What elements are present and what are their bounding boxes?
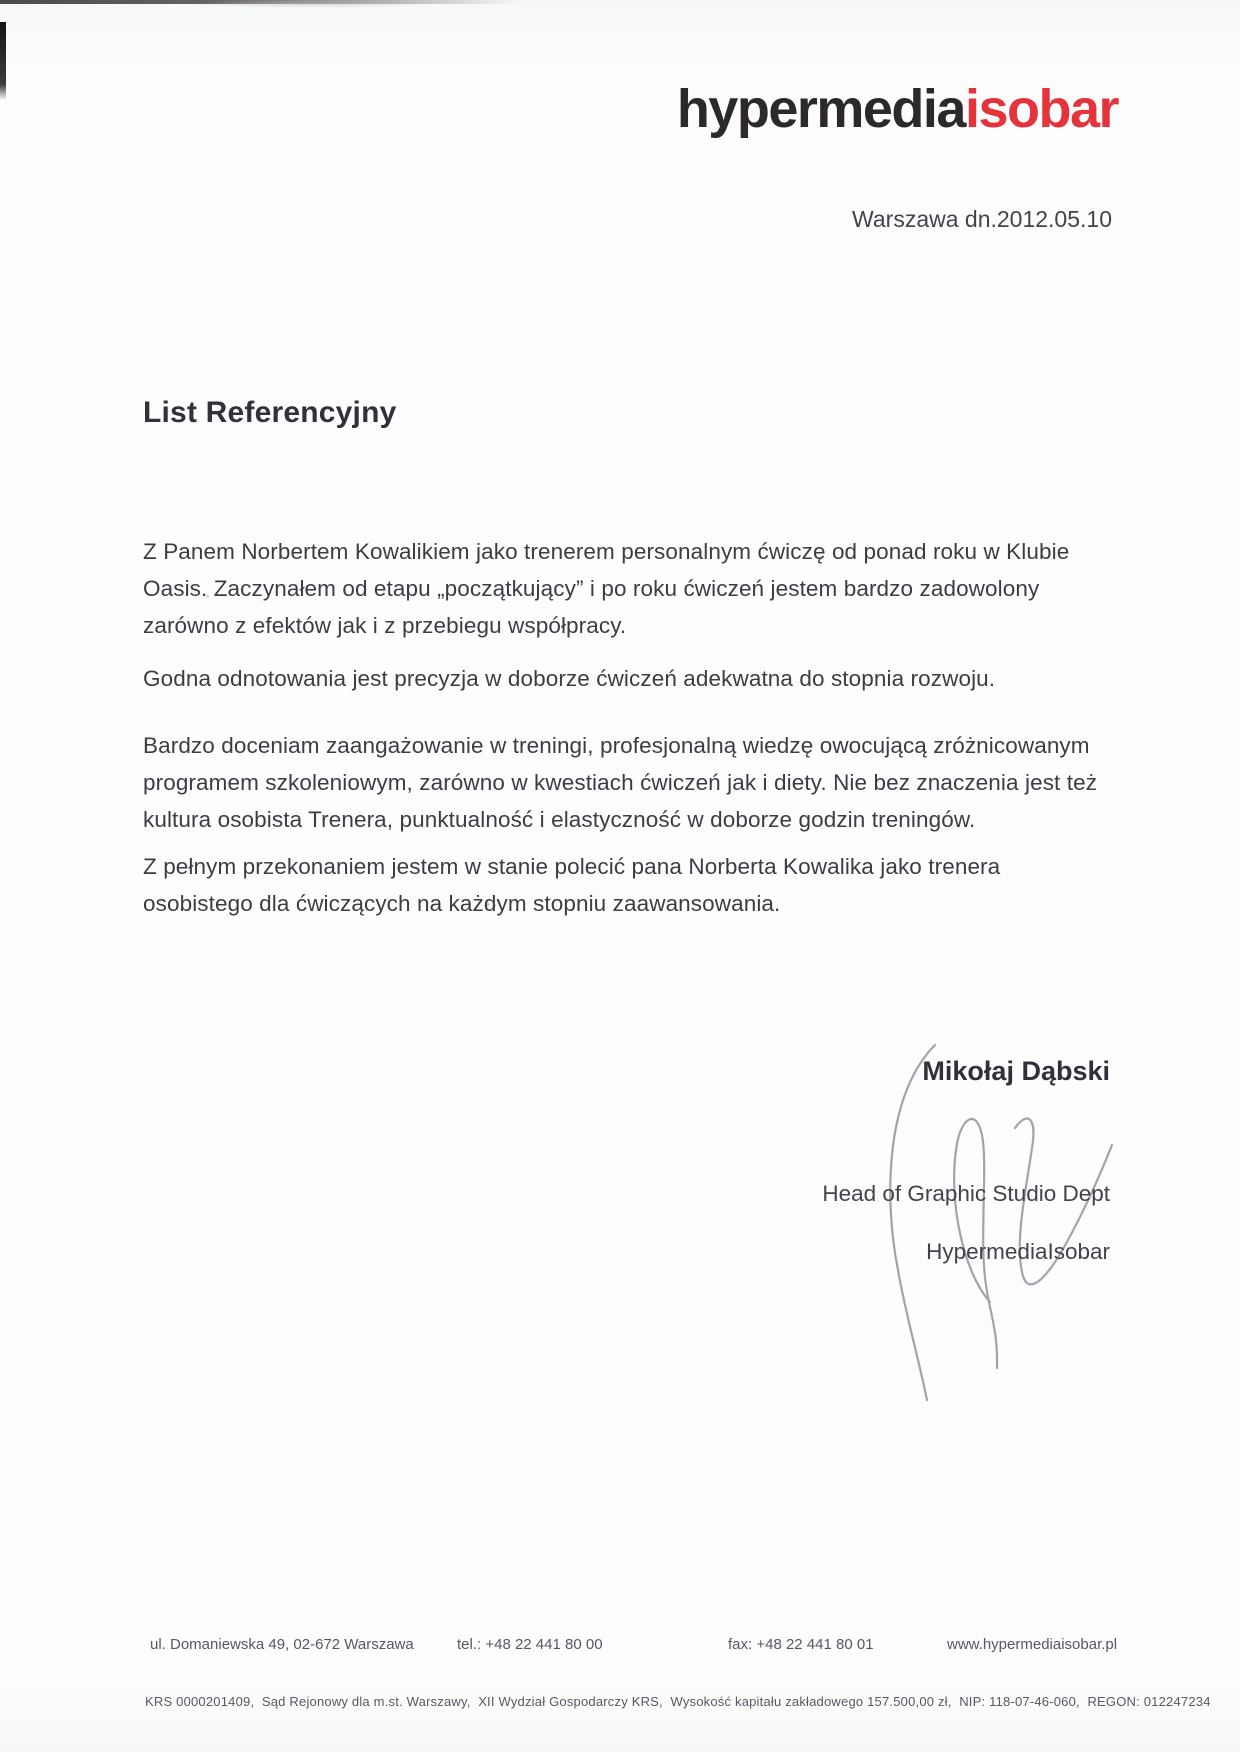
footer-legal-registration: KRS 0000201409, Sąd Rejonowy dla m.st. Warszawy, XII Wydział Gospodarczy KRS, Wysokość kapitału zakładowego 157.500,00 zł, NIP: 118-07-46-060, REGON: 012247234: [145, 1694, 1211, 1709]
footer-address: ul. Domaniewska 49, 02-672 Warszawa: [150, 1636, 414, 1653]
page-title: List Referencyjny: [143, 396, 397, 429]
scan-artifact-smudge: [180, 0, 440, 8]
signer-role: Head of Graphic Studio Dept: [822, 1181, 1110, 1206]
paragraph-appreciation: Bardzo doceniam zaangażowanie w treningi, profesjonalną wiedzę owocującą zróżnicowanym programem szkoleniowym, zarówno w kwestiach ćwiczeń jak i diety. Nie bez znaczenia jest też kultura osobista Trenera, punktualność i elastyczność w doborze godzin treningów.: [143, 733, 1098, 832]
footer-website: www.hypermediaisobar.pl: [947, 1636, 1118, 1653]
signer-company: HypermediaIsobar: [926, 1239, 1110, 1264]
logo-text-isobar: isobar: [964, 79, 1118, 139]
date-line: Warszawa dn.2012.05.10: [852, 206, 1112, 232]
footer-fax: fax: +48 22 441 80 01: [728, 1636, 874, 1653]
footer-phone: tel.: +48 22 441 80 00: [457, 1636, 603, 1653]
company-logo: [676, 79, 1118, 139]
handwritten-signature: [850, 1020, 1140, 1420]
logo-text-hypermedia: hypermedia: [676, 79, 965, 139]
paragraph-precision: Godna odnotowania jest precyzja w doborze ćwiczeń adekwatna do stopnia rozwoju.: [143, 666, 996, 691]
signer-name: Mikołaj Dąbski: [922, 1056, 1110, 1086]
scan-artifact-left-strip: [0, 22, 6, 100]
paragraph-intro: Z Panem Norbertem Kowalikiem jako trenerem personalnym ćwiczę od ponad roku w Klubie Oasis. Zaczynałem od etapu „początkujący” i po roku ćwiczeń jestem bardzo zadowolony zarówno z efektów jak i z przebiegu współpracy.: [143, 539, 1070, 638]
paragraph-recommendation: Z pełnym przekonaniem jestem w stanie polecić pana Norberta Kowalika jako trenera osobistego dla ćwiczących na każdym stopniu zaawansowania.: [143, 854, 1001, 916]
